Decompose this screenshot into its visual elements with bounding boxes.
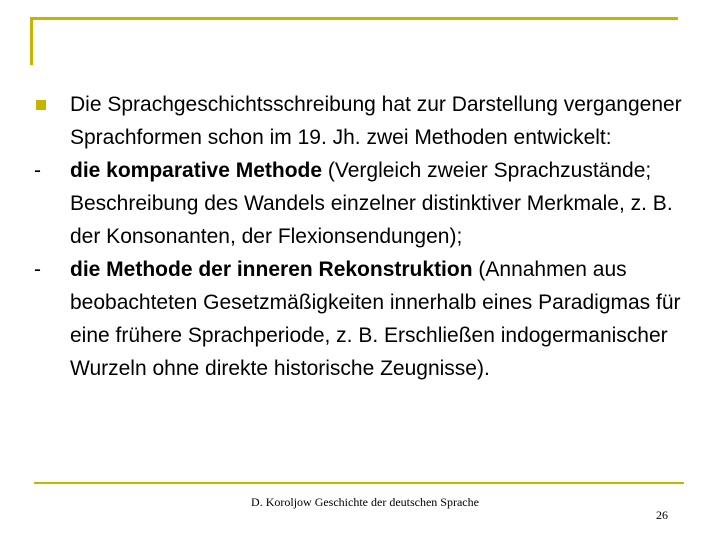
page-number: 26 [656, 508, 668, 522]
method-description: (Vergleich zweier Sprachzustände; Beschreibung des Wandels einzelner distinktiver Merkmale, z. B. der Konsonanten, der Flexionsendungen); [70, 159, 673, 248]
bottom-rule [34, 482, 684, 484]
main-bullet-text: Die Sprachgeschichtsschreibung hat zur Darstellung vergangener Sprachformen schon im 19. Jh. zwei Methoden entwickelt: [70, 93, 682, 149]
top-rule [30, 17, 678, 20]
method-item [34, 253, 694, 385]
dash-marker: - [34, 258, 41, 281]
method-name: die Methode der inneren Rekonstruktion [70, 258, 473, 281]
main-bullet [34, 88, 694, 154]
method-description: (Annahmen aus beobachteten Gesetzmäßigkeiten innerhalb eines Paradigmas für eine frühere Sprachperiode, z. B. Erschließen indogermanischer Wurzeln ohne direkte historische Zeugnisse). [70, 258, 681, 380]
method-name: die komparative Methode [70, 159, 323, 182]
footer-text: D. Koroljow Geschichte der deutschen Sprache [251, 495, 479, 509]
square-bullet-icon [36, 100, 46, 110]
slide-body [34, 88, 694, 385]
dash-marker: - [34, 159, 41, 182]
left-rule [30, 17, 33, 65]
method-item [34, 154, 694, 253]
